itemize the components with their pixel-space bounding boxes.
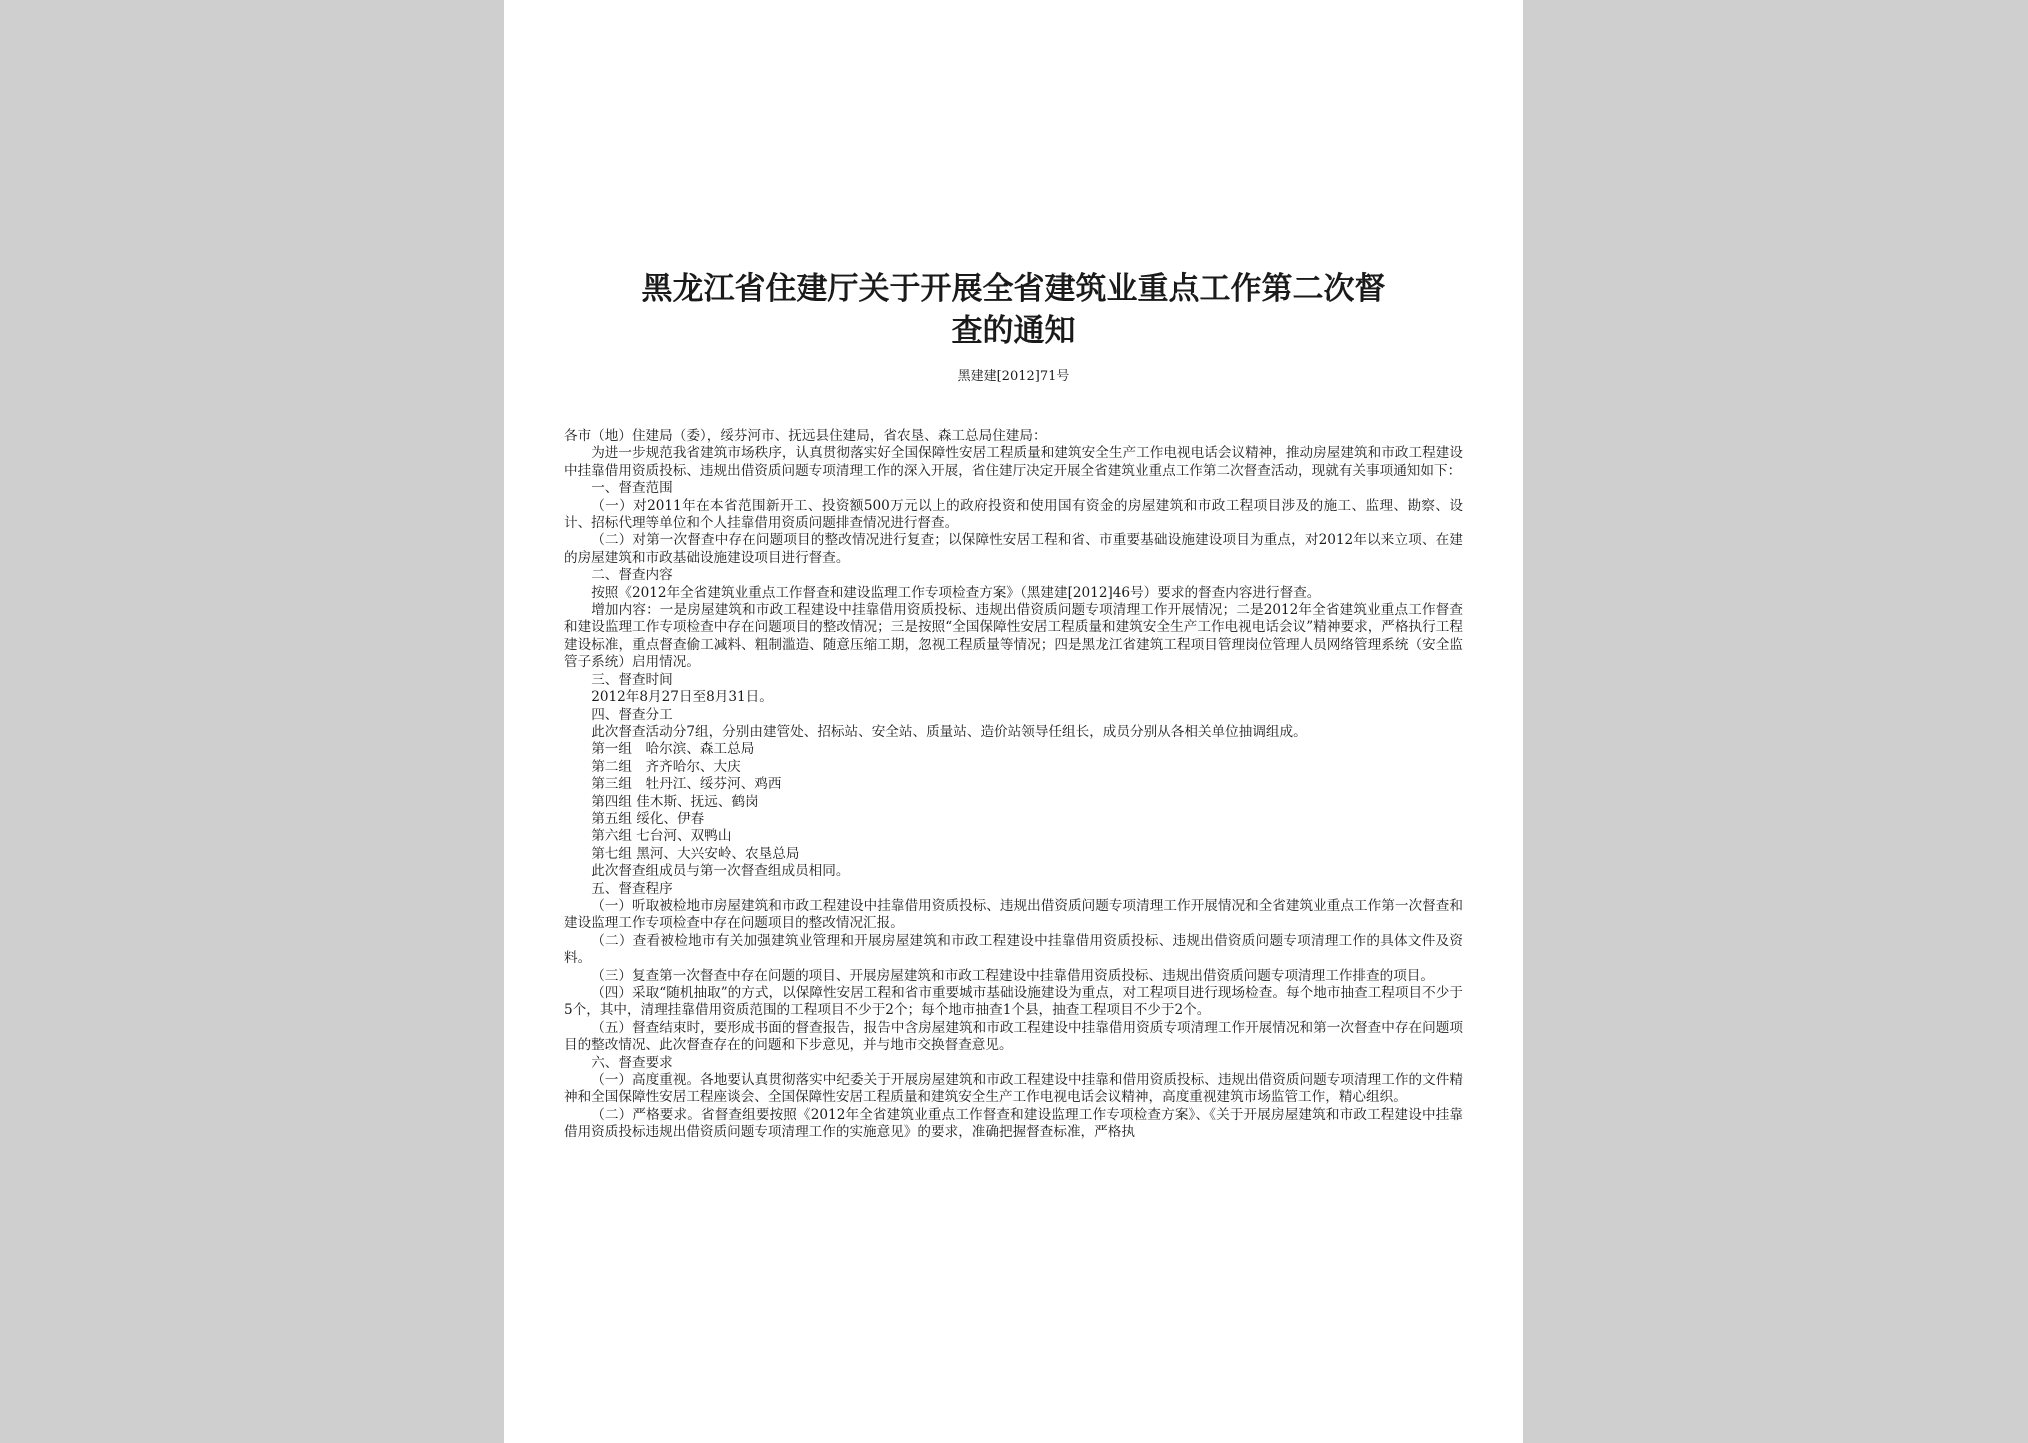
title-line-1: 黑龙江省住建厅关于开展全省建筑业重点工作第二次督 xyxy=(641,271,1386,307)
paragraph: 第二组 齐齐哈尔、大庆 xyxy=(591,758,741,775)
document-title xyxy=(564,268,1463,352)
paragraph: 2012年8月27日至8月31日。 xyxy=(591,689,773,706)
paragraph: 增加内容：一是房屋建筑和市政工程建设中挂靠借用资质投标、违规出借资质问题专项清理工作开展情况；二是2012年全省建筑业重点工作督查和建设监理工作专项检查中存在问题项目的整改情况；三是按照“全国保障性安居工程质量和建筑安全生产工作电视电话会议”精神要求，严格执行工程建设标准，重点督查偷工减料、粗制滥造、随意压缩工期，忽视工程质量等情况；四是黑龙江省建筑工程项目管理岗位管理人员网络管理系统（安全监管子系统）启用情况。 xyxy=(564,602,1463,671)
paragraph: 此次督查活动分7组，分别由建管处、招标站、安全站、质量站、造价站领导任组长，成员分别从各相关单位抽调组成。 xyxy=(591,723,1307,740)
document-number: 黑建建[2012]71号 xyxy=(957,369,1070,384)
paragraph: （二）查看被检地市有关加强建筑业管理和开展房屋建筑和市政工程建设中挂靠借用资质投标、违规出借资质问题专项清理工作的具体文件及资料。 xyxy=(564,932,1463,967)
paragraph: 五、督查程序 xyxy=(591,880,673,897)
paragraph: 各市（地）住建局（委），绥芬河市、抚远县住建局，省农垦、森工总局住建局： xyxy=(564,428,1047,444)
paragraph: 按照《2012年全省建筑业重点工作督查和建设监理工作专项检查方案》（黑建建[2012]46号）要求的督查内容进行督查。 xyxy=(591,584,1321,601)
paragraph: 第七组 黑河、大兴安岭、农垦总局 xyxy=(591,845,800,862)
paragraph: （三）复查第一次督查中存在问题的项目、开展房屋建筑和市政工程建设中挂靠借用资质投标、违规出借资质问题专项清理工作排查的项目。 xyxy=(591,967,1434,984)
paragraph: （二）严格要求。省督查组要按照《2012年全省建筑业重点工作督查和建设监理工作专项检查方案》、《关于开展房屋建筑和市政工程建设中挂靠借用资质投标违规出借资质问题专项清理工作的实施意见》的要求，准确把握督查标准，严格执 xyxy=(564,1106,1463,1141)
paragraph: （一）听取被检地市房屋建筑和市政工程建设中挂靠借用资质投标、违规出借资质问题专项清理工作开展情况和全省建筑业重点工作第一次督查和建设监理工作专项检查中存在问题项目的整改情况汇报。 xyxy=(564,897,1463,932)
paragraph: 第四组 佳木斯、抚远、鹤岗 xyxy=(591,793,759,810)
paragraph: 一、督查范围 xyxy=(591,480,673,497)
paragraph: 第三组 牡丹江、绥芬河、鸡西 xyxy=(591,776,782,793)
paragraph: 此次督查组成员与第一次督查组成员相同。 xyxy=(591,863,850,880)
paragraph: （一）对2011年在本省范围新开工、投资额500万元以上的政府投资和使用国有资金的房屋建筑和市政工程项目涉及的施工、监理、勘察、设计、招标代理等单位和个人挂靠借用资质问题排查情况进行督查。 xyxy=(564,497,1463,532)
paragraph: 三、督查时间 xyxy=(591,671,673,688)
paragraph: 二、督查内容 xyxy=(591,567,673,584)
paragraph: 四、督查分工 xyxy=(591,706,673,723)
paragraph: 六、督查要求 xyxy=(591,1054,673,1071)
document-body xyxy=(564,428,1463,1142)
paragraph: 第一组 哈尔滨、森工总局 xyxy=(591,741,755,758)
title-line-2: 查的通知 xyxy=(951,313,1076,349)
paragraph: （二）对第一次督查中存在问题项目的整改情况进行复查；以保障性安居工程和省、市重要基础设施建设项目为重点，对2012年以来立项、在建的房屋建筑和市政基础设施建设项目进行督查。 xyxy=(564,532,1463,566)
document-page xyxy=(504,0,1523,1443)
paragraph: 为进一步规范我省建筑市场秩序，认真贯彻落实好全国保障性安居工程质量和建筑安全生产工作电视电话会议精神，推动房屋建筑和市政工程建设中挂靠借用资质投标、违规出借资质问题专项清理工作的深入开展，省住建厅决定开展全省建筑业重点工作第二次督查活动，现就有关事项通知如下： xyxy=(564,445,1463,479)
paragraph: （四）采取“随机抽取”的方式，以保障性安居工程和省市重要城市基础设施建设为重点，对工程项目进行现场检查。每个地市抽查工程项目不少于5个，其中，清理挂靠借用资质范围的工程项目不少于2个；每个地市抽查1个县，抽查工程项目不少于2个。 xyxy=(564,985,1463,1019)
paragraph: （五）督查结束时，要形成书面的督查报告，报告中含房屋建筑和市政工程建设中挂靠借用资质专项清理工作开展情况和第一次督查中存在问题项目的整改情况、此次督查存在的问题和下步意见，并与地市交换督查意见。 xyxy=(564,1019,1463,1054)
paragraph: 第六组 七台河、双鸭山 xyxy=(591,828,732,845)
paragraph: 第五组 绥化、伊春 xyxy=(591,810,705,827)
paragraph: （一）高度重视。各地要认真贯彻落实中纪委关于开展房屋建筑和市政工程建设中挂靠和借用资质投标、违规出借资质问题专项清理工作的文件精神和全国保障性安居工程座谈会、全国保障性安居工程质量和建筑安全生产工作电视电话会议精神，高度重视建筑市场监管工作，精心组织。 xyxy=(564,1072,1463,1106)
